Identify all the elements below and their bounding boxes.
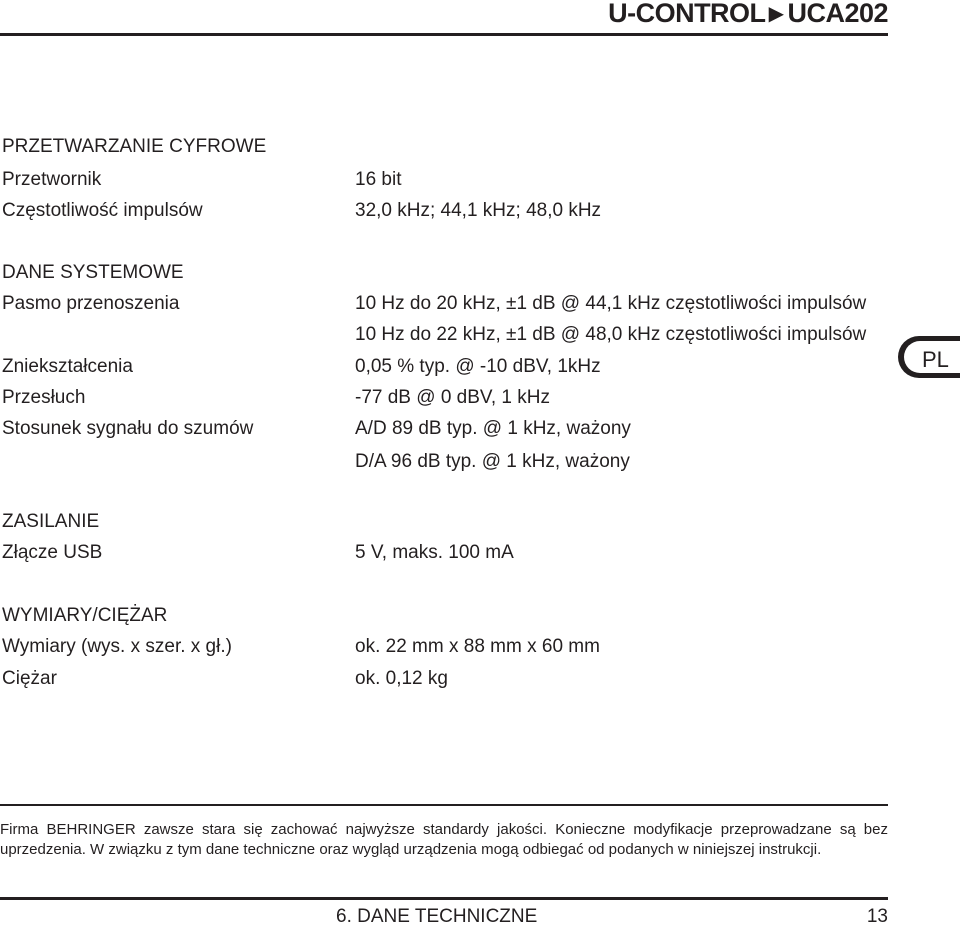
section-title-system: DANE SYSTEMOWE — [2, 262, 184, 283]
model-name: UCA202 — [787, 0, 888, 28]
spec-label: Stosunek sygnału do szumów — [2, 418, 254, 439]
arrow-right-icon: ▶ — [768, 3, 784, 25]
spec-value: A/D 89 dB typ. @ 1 kHz, ważony — [355, 418, 631, 439]
spec-value: 16 bit — [355, 169, 402, 190]
section-title-dimensions: WYMIARY/CIĘŻAR — [2, 605, 168, 626]
footnote-text: Firma BEHRINGER zawsze stara się zachować najwyższe standardy jakości. Konieczne modyfikacje przeprowadzane są bez uprzedzenia. W związku z tym dane techniczne oraz wygląd urządzenia mogą odbiegać od podanych w niniejszej instrukcji. — [0, 821, 888, 858]
spec-label: Przesłuch — [2, 387, 86, 408]
spec-value: ok. 22 mm x 88 mm x 60 mm — [355, 636, 600, 657]
spec-label: Zniekształcenia — [2, 356, 133, 377]
spec-value: -77 dB @ 0 dBV, 1 kHz — [355, 387, 550, 408]
footer-divider — [0, 897, 888, 900]
section-title-digital: PRZETWARZANIE CYFROWE — [2, 136, 267, 157]
spec-label: Częstotliwość impulsów — [2, 200, 203, 221]
spec-label: Wymiary (wys. x szer. x gł.) — [2, 636, 232, 657]
spec-value: 32,0 kHz; 44,1 kHz; 48,0 kHz — [355, 200, 602, 221]
spec-value: 10 Hz do 20 kHz, ±1 dB @ 44,1 kHz częstotliwości impulsów — [355, 293, 867, 314]
page-header-title — [608, 0, 888, 29]
footer-chapter-title: 6. DANE TECHNICZNE — [336, 906, 538, 927]
header-divider — [0, 33, 888, 36]
spec-label: Przetwornik — [2, 169, 102, 190]
spec-value: 5 V, maks. 100 mA — [355, 542, 514, 563]
spec-value: 10 Hz do 22 kHz, ±1 dB @ 48,0 kHz częstotliwości impulsów — [355, 324, 867, 345]
section-title-power: ZASILANIE — [2, 511, 100, 532]
spec-label: Ciężar — [2, 668, 57, 689]
page-number: 13 — [866, 906, 888, 927]
spec-label: Pasmo przenoszenia — [2, 293, 180, 314]
language-code: PL — [922, 347, 949, 372]
language-tab — [898, 336, 960, 378]
product-name: U-CONTROL — [608, 0, 766, 28]
language-tab-inner — [904, 341, 960, 373]
spec-value: D/A 96 dB typ. @ 1 kHz, ważony — [355, 451, 630, 472]
spec-label: Złącze USB — [2, 542, 103, 563]
spec-value: 0,05 % typ. @ -10 dBV, 1kHz — [355, 356, 601, 377]
footnote-divider — [0, 804, 888, 806]
spec-value: ok. 0,12 kg — [355, 668, 448, 689]
